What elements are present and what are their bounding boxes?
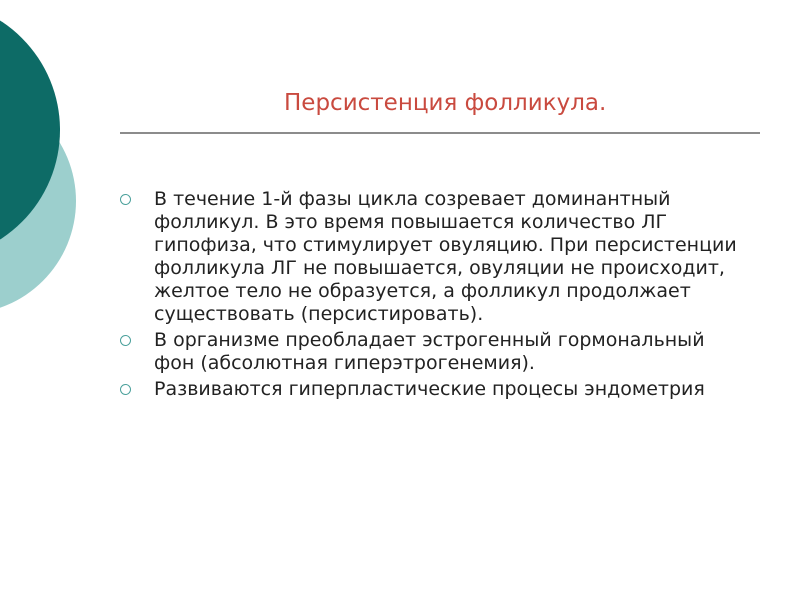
bullet-text: В течение 1-й фазы цикла созревает доминантный фолликул. В это время повышается количество ЛГ гипофиза, что стимулирует овуляцию. При персистенции фолликула ЛГ не повышается, овуляции не происходит, желтое тело не образуется, а фолликул продолжает существовать (персистировать). <box>154 188 737 325</box>
hollow-circle-bullet-icon <box>120 194 131 205</box>
bullet-item <box>120 378 745 401</box>
bullet-text: Развиваются гиперпластические процесы эндометрия <box>154 378 705 400</box>
bullet-list <box>120 188 745 404</box>
bullet-text: В организме преобладает эстрогенный гормональный фон (абсолютная гиперэтрогенемия). <box>154 329 705 374</box>
hollow-circle-bullet-icon <box>120 335 131 346</box>
bullet-item <box>120 329 745 375</box>
bullet-item <box>120 188 745 326</box>
slide-title: Персистенция фолликула. <box>284 90 607 116</box>
hollow-circle-bullet-icon <box>120 384 131 395</box>
title-divider <box>120 132 760 134</box>
